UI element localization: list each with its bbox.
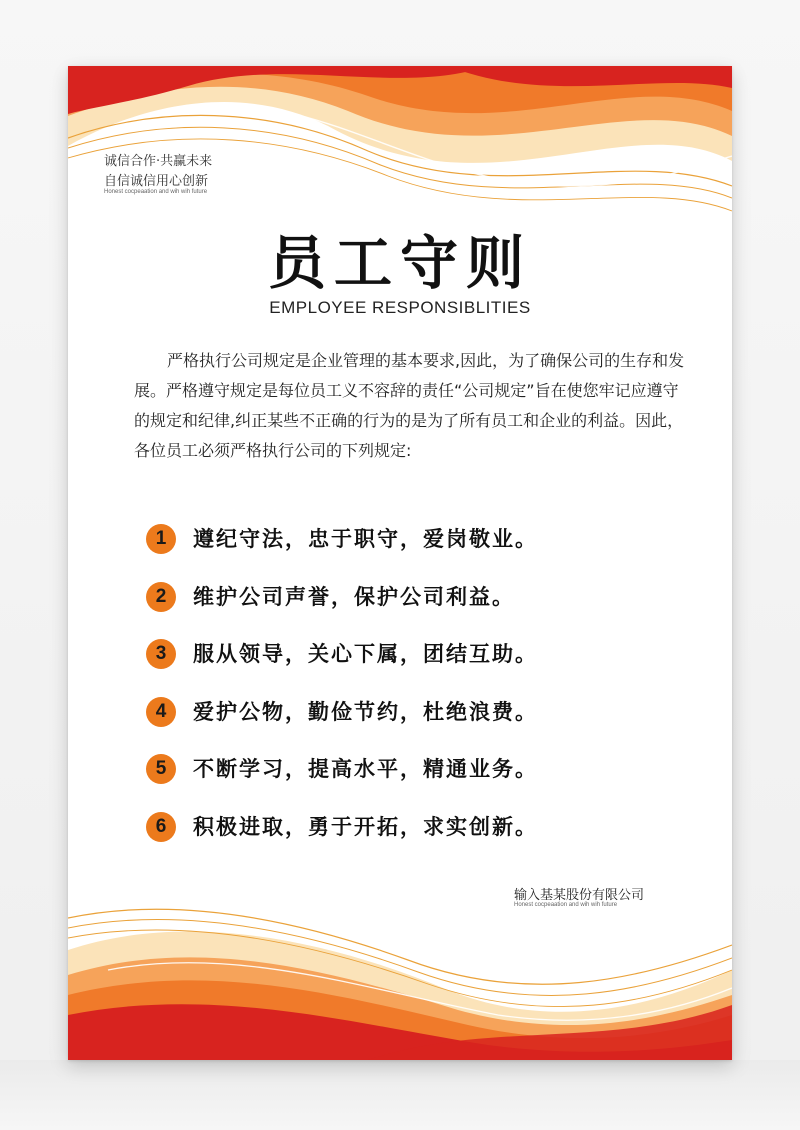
rule-text: 不断学习，提高水平，精通业务。 bbox=[193, 756, 538, 781]
rule-item bbox=[146, 582, 686, 640]
poster bbox=[68, 66, 732, 1060]
number-badge: 1 bbox=[146, 524, 176, 554]
rule-text: 爱护公物，勤俭节约，杜绝浪费。 bbox=[193, 698, 538, 724]
floor-shadow bbox=[0, 1060, 800, 1130]
rule-item bbox=[146, 697, 686, 755]
number-badge: 2 bbox=[146, 582, 176, 612]
poster-title: 员工守则 bbox=[267, 229, 532, 297]
rule-text: 积极进取，勇于开拓，求实创新。 bbox=[193, 813, 538, 839]
number-badge: 5 bbox=[146, 754, 176, 784]
rules-list bbox=[146, 524, 686, 869]
slogan-line-2: 自信诚信用心创新 bbox=[104, 174, 209, 189]
poster-subtitle: EMPLOYEE RESPONSIBLITIES bbox=[269, 298, 531, 317]
rule-text: 维护公司声誉，保护公司利益。 bbox=[193, 583, 515, 609]
rule-item bbox=[146, 812, 686, 870]
slogan-line-1: 诚信合作·共赢未来 bbox=[104, 154, 213, 169]
rule-item bbox=[146, 639, 686, 697]
intro-paragraph: 严格执行公司规定是企业管理的基本要求,因此，为了确保公司的生存和发展。严格遵守规定是每位员工义不容辞的责任“公司规定”旨在使您牢记应遵守的规定和纪律,纠正某些不正确的行为的是为了所有员工和企业的利益。因此，各位员工必须严格执行公司的下列规定: bbox=[134, 351, 685, 460]
rule-item bbox=[146, 754, 686, 812]
number-badge: 6 bbox=[146, 812, 176, 842]
header-tagline: Honest cocpeaation and wih wih future bbox=[104, 189, 208, 195]
company-name: 输入基某股份有限公司 bbox=[514, 888, 645, 903]
rule-text: 遵纪守法，忠于职守，爱岗敬业。 bbox=[193, 526, 538, 551]
number-badge: 3 bbox=[146, 639, 176, 669]
number-badge: 4 bbox=[146, 697, 176, 727]
bottom-wave-decoration bbox=[68, 900, 732, 1060]
rule-text: 服从领导，关心下属，团结互助。 bbox=[193, 641, 538, 666]
rule-item bbox=[146, 524, 686, 582]
footer-tagline: Honest cocpeaation and wih wih future bbox=[514, 902, 618, 908]
